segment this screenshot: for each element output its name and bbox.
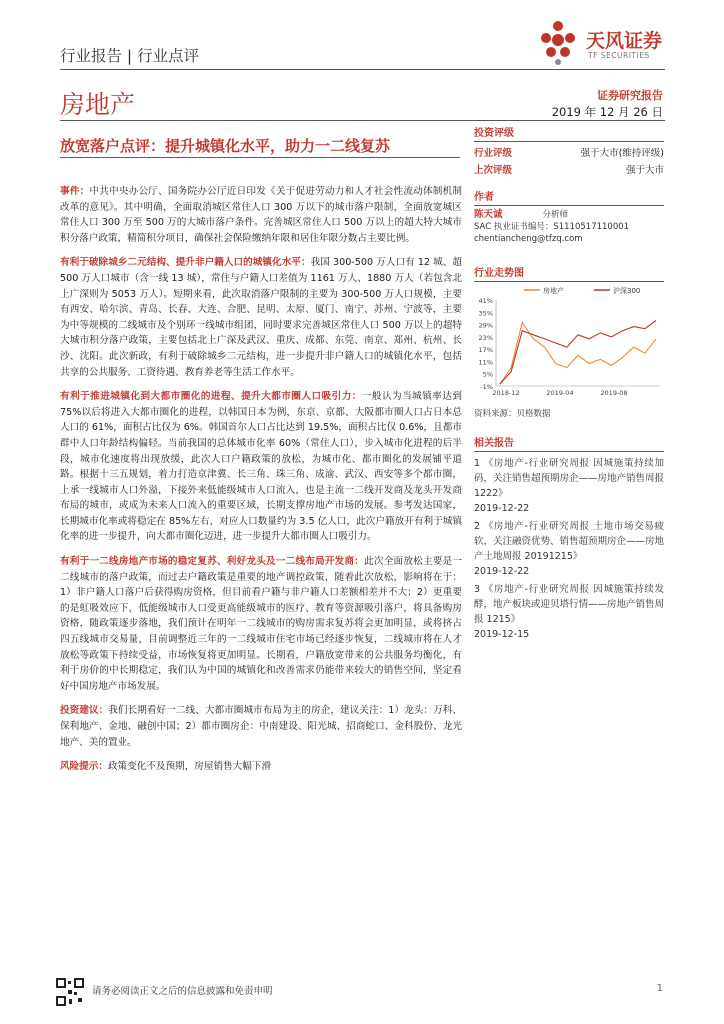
logo-en: TF SECURITIES (588, 51, 650, 60)
rating-heading: 投资评级 (474, 128, 514, 139)
chart-source: 资料来源：贝格数据 (474, 409, 551, 419)
paragraph-market: 有利于一二线房地产市场的稳定复苏、利好龙头及一二线布局开发商：此次全面放松主要是一二线城市的落户政策，而过去户籍政策是重要的地产调控政策，随着此次放松，影响将在于：1）非户籍人口落户后获得购房资格，但目前看户籍与非户籍人口差额相差并不大；2）更重要的是虹吸效应下，低能级城市人口受更高能级城市的医疗、教育等资源吸引落户，将具备购房资格，随政策逐步落地，我们预计在明年一二线城市的购房需求复苏将会更加明显，或将挤占四五线城市交易量，目前调整近三年的一二线城市住宅市场已经逐步恢复，二线城市将在人才放松等政策下持续受益，市场恢复将更加明显。长期看，户籍放宽带来的公共服务均衡化，有利于房价的中长期稳定，我们认为中国的城镇化和改善需求仍能带来较大的销售空间，坚定看好中国房地产市场发展。 (60, 556, 463, 692)
legend-label: 沪深300 (613, 287, 641, 295)
header-divider (60, 69, 665, 70)
paragraph-metro: 有利于推进城镇化到大都市圈化的进程、提升大都市圈人口吸引力：一般认为当城镇率达到 75%以后将进入大都市圈化的进程，以韩国日本为例，东京、京都、大阪都市圈人口占日本总人口的 61%，面积占比仅为 6%。韩国首尔人口占比达到 19.5%，面积占比仅 0.6%，且都市群中人口年龄结构偏轻。当前我国的总体城市化率 60%（常住人口），步入城市化进程的后半段，城市化速度将出现放缓，此次人口户籍政策的放松，为城市化、都市圈化的发展铺平道路。根据十三五规划，着力打造京津冀、长三角、珠三角、成渝、武汉、西安等多个都市圈，上承一线城市人口外溢，下接外来低能级城市人口流入，也是主流一二线开发商及龙头开发商布局的城市，或成为未来人口流入的重要区域，长期支撑房地产市场的发展。参考发达国家，长期城市化率或将稳定在 85%左右，对应人口数量约为 3.5 亿人口，此次户籍放开有利于城镇化率的进一步提升，向大都市圈化迈进，进一步提升大都市圈人口吸引力。 (60, 391, 463, 543)
y-tick-label: 5% (482, 370, 493, 379)
y-tick-label: -1% (480, 383, 493, 391)
x-tick-label: 2018-12 (492, 389, 520, 397)
paragraph-urbanization: 有利于破除城乡二元结构、提升非户籍人口的城镇化水平：我国 300-500 万人口有 12 城、超 500 万人口城市（含一线 13 城），常住与户籍人口差值为 1161 万人、1880 万人（若包含北上广深则为 5053 万人）。短期来看，此次取消落户限制的主要为 300-500 万人口规模，主要有西安、哈尔滨、青岛、长春、大连、合肥、昆明、太原、厦门、南宁、苏州、宁波等，主要为中等规模的二线城市及个别环一线城市组团，同时要求完善城区常住人口 500 万以上的超特大城市积分落户政策，主要包括北上广深及武汉、重庆、成都、东莞、南京、郑州、杭州、长沙、沈阳。此次新政，有利于破除城乡二元结构，进一步提升非户籍人口的城镇化水平，包括共享的公共服务、工资待遇、教育养老等生活工作水平。 (60, 257, 463, 378)
author-role: 分析师 (542, 210, 569, 220)
report-type: 证券研究报告 (597, 89, 663, 102)
author-section (474, 188, 664, 245)
logo-icon (536, 18, 580, 66)
paragraph-risk: 风险提示：政策变化不及预期，房屋销售大幅下滑 (60, 761, 272, 773)
report-category: 行业报告 | 行业点评 (60, 47, 200, 65)
author-name: 陈天诚 (474, 209, 503, 220)
report-title: 放宽落户点评：提升城镇化水平，助力一二线复苏 (60, 137, 391, 155)
related-heading: 相关报告 (474, 438, 514, 449)
industry-rating-label: 行业评级 (474, 148, 513, 159)
page-number: 1 (656, 983, 663, 994)
section-divider (60, 120, 665, 121)
logo-name: 天风证券 (586, 30, 663, 52)
industry-rating-value: 强于大市(维持评级) (580, 148, 664, 159)
title-underline (60, 157, 460, 158)
related-item[interactable]: 2 《房地产-行业研究周报 土地市场交易疲软，关注融资优势、销售超预期房企——房地产土地周报 20191215》 2019-12-22 (474, 521, 665, 577)
author-heading: 作者 (474, 192, 494, 203)
x-tick-label: 2019-08 (600, 389, 628, 397)
trend-chart (474, 282, 664, 402)
footer-disclaimer: 请务必阅读正文之后的信息披露和免责申明 (92, 986, 273, 997)
y-tick-label: 17% (478, 346, 493, 355)
author-sac: SAC 执业证书编号：S1110517110001 (474, 222, 630, 232)
paragraph-advice: 投资建议：我们长期看好一二线、大都市圈城市布局为主的房企，建议关注：1）龙头：万科、保利地产、金地、融创中国；2）都市圈房企：中南建设、阳光城、招商蛇口、金科股份、龙光地产、美的置业。 (60, 705, 462, 748)
trend-section (474, 264, 664, 282)
y-tick-label: 11% (478, 358, 493, 367)
related-item[interactable]: 3 《房地产-行业研究周报 因城施策持续发酵，地产板块或迎贝塔行情——房地产销售周报 1215》 2019-12-15 (474, 584, 665, 640)
sector-title: 房地产 (60, 90, 136, 119)
y-tick-label: 35% (478, 309, 493, 318)
author-email[interactable]: chentiancheng@tfzq.com (474, 234, 583, 244)
y-tick-label: 23% (478, 333, 493, 342)
qr-code-icon (56, 978, 84, 1006)
x-tick-label: 2019-04 (546, 389, 574, 397)
related-item[interactable]: 1 《房地产-行业研究周报 因城施策持续加码，关注销售超预期房企——房地产销售周报 1222》 2019-12-22 (474, 458, 665, 514)
y-tick-label: 29% (478, 321, 493, 330)
related-section (474, 434, 664, 645)
report-date: 2019 年 12 月 26 日 (551, 105, 663, 119)
legend-label: 房地产 (543, 287, 564, 295)
series-line-real-estate (500, 323, 656, 385)
y-tick-label: 41% (478, 297, 493, 305)
rating-section (474, 124, 664, 176)
paragraph-event: 事件：中共中央办公厅、国务院办公厅近日印发《关于促进劳动力和人才社会性流动体制机制改革的意见》。其中明确，全面取消城区常住人口 300 万以下的城市落户限制，全面放宽城区常住人口 300 万至 500 万的大城市落户条件。完善城区常住人口 500 万以上的超大特大城市积分落户政策，精简积分项目，确保社会保险缴纳年限和居住年限分数占主要比例。 (60, 186, 463, 244)
trend-heading: 行业走势图 (474, 268, 524, 279)
prev-rating-value: 强于大市 (625, 165, 664, 176)
prev-rating-label: 上次评级 (474, 165, 513, 176)
main-body (60, 184, 462, 784)
series-line-hs300 (500, 321, 656, 385)
